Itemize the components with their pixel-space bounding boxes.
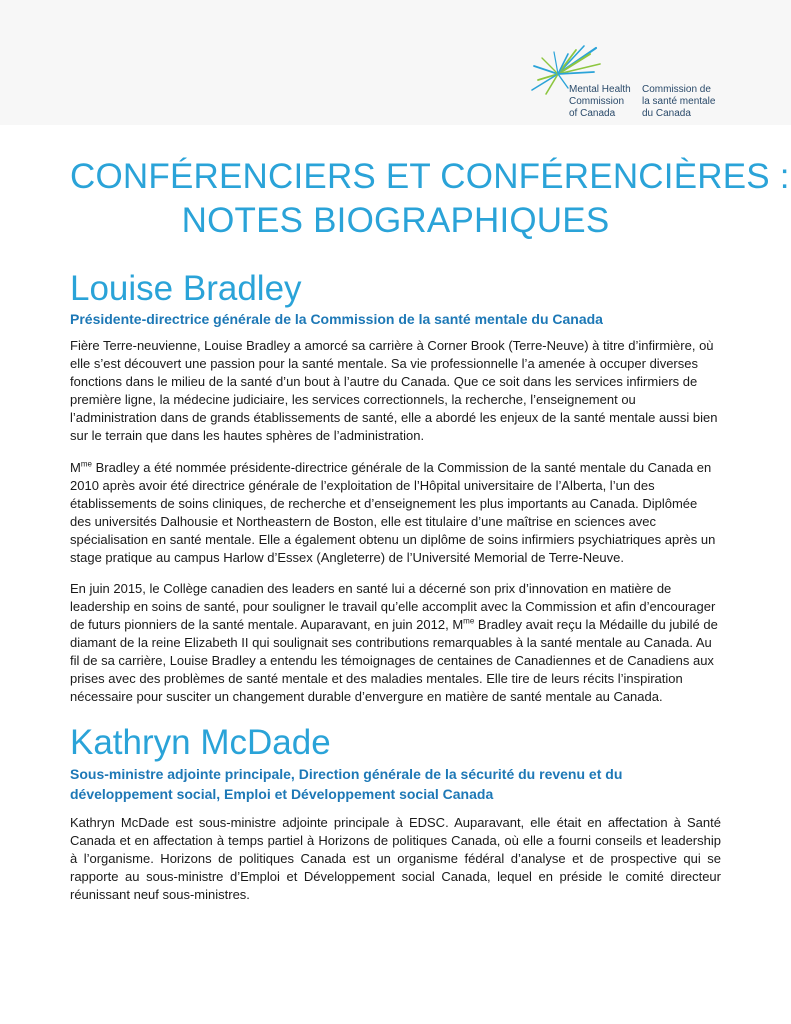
speaker-role: Sous-ministre adjointe principale, Direction générale de la sécurité du revenu et du développement social, Emploi et Développement social Canada	[70, 766, 623, 802]
bio-text: En juin 2015, le Collège canadien des leaders en santé lui a décerné son prix d’innovation en matière de leadership en soins de santé, pour souligner le travail qu’elle accomplit avec la Commission et afin d’encourager de futurs pionniers de la santé mentale. Auparavant, en juin 2012, M	[70, 581, 716, 632]
superscript: me	[463, 616, 475, 626]
logo-text-fr	[642, 84, 715, 120]
logo-fr-line: la santé mentale	[642, 96, 716, 107]
page-title-line-2: NOTES BIOGRAPHIQUES	[181, 201, 610, 240]
mhcc-logo	[528, 44, 728, 124]
speaker-role: Présidente-directrice générale de la Commission de la santé mentale du Canada	[70, 311, 603, 327]
bio-text: Bradley avait reçu la Médaille du jubilé de diamant de la reine Elizabeth II qui soulignait ses contributions remarquables à la santé mentale au Canada. Au fil de sa carrière, Louise Bradley a entendu les témoignages de centaines de Canadiennes et de Canadiens aux prises avec des problèmes de santé mentale et des maladies mentales. Elle tire de leurs récits l’inspiration nécessaire pour susciter un changement durable d’envergure en matière de santé mentale au Canada.	[70, 617, 718, 704]
logo-fr-line: Commission de	[642, 84, 711, 95]
bio-text: M	[70, 460, 81, 475]
bio-text: Bradley a été nommée présidente-directrice générale de la Commission de la santé mentale du Canada en 2010 après avoir été directrice générale de l’exploitation de l’Hôpital universitaire de l’Alberta, l’un des établissements de soins cliniques, de recherche et d’enseignement les plus importants au Canada. Diplômée des universités Dalhousie et Northeastern de Boston, elle est titulaire d’une maîtrise en sciences avec spécialisation en santé mentale. Elle a également obtenu un diplôme de soins infirmiers psychiatriques après un stage pratique au campus Harlow d’Essex (Angleterre) de l’Université Memorial de Terre-Neuve.	[70, 460, 716, 565]
page-title	[70, 155, 790, 243]
speaker-name: Kathryn McDade	[70, 723, 331, 762]
bio-paragraph: Fière Terre-neuvienne, Louise Bradley a amorcé sa carrière à Corner Brook (Terre-Neuve) à titre d’infirmière, où elle s’est découvert une passion pour la santé mentale. Sa vie professionnelle l’a amenée à occuper diverses fonctions dans le milieu de la santé d’un bout à l’autre du Canada. Que ce soit dans les services infirmiers de première ligne, la médecine judiciaire, les services correctionnels, la recherche, l’enseignement ou l’administration dans de grands établissements de santé, elle a abordé les enjeux de la santé mentale aussi bien sur le terrain que dans les hautes sphères de l’administration.	[70, 338, 718, 443]
speaker-name: Louise Bradley	[70, 269, 302, 308]
superscript: me	[80, 459, 92, 469]
logo-fr-line: du Canada	[642, 108, 691, 119]
logo-en-line: Mental Health	[569, 84, 631, 95]
logo-en-line: of Canada	[569, 108, 616, 119]
bio-paragraph	[70, 459, 721, 567]
bio-paragraph	[70, 580, 721, 706]
logo-text-en	[569, 84, 631, 120]
bio-paragraph: Kathryn McDade est sous-ministre adjointe principale à EDSC. Auparavant, elle était en affectation à Santé Canada et en affectation à temps partiel à Horizons de politiques Canada, où elle a fourni conseils et leadership à l’organisme. Horizons de politiques Canada est un organisme fédéral d’analyse et de prospective qui se rapporte au sous-ministre d’Emploi et Développement social Canada, lequel en préside le comité directeur réunissant neuf sous-ministres.	[70, 815, 721, 902]
page-title-line-1: CONFÉRENCIERS ET CONFÉRENCIÈRES :	[70, 157, 790, 196]
logo-en-line: Commission	[569, 96, 625, 107]
